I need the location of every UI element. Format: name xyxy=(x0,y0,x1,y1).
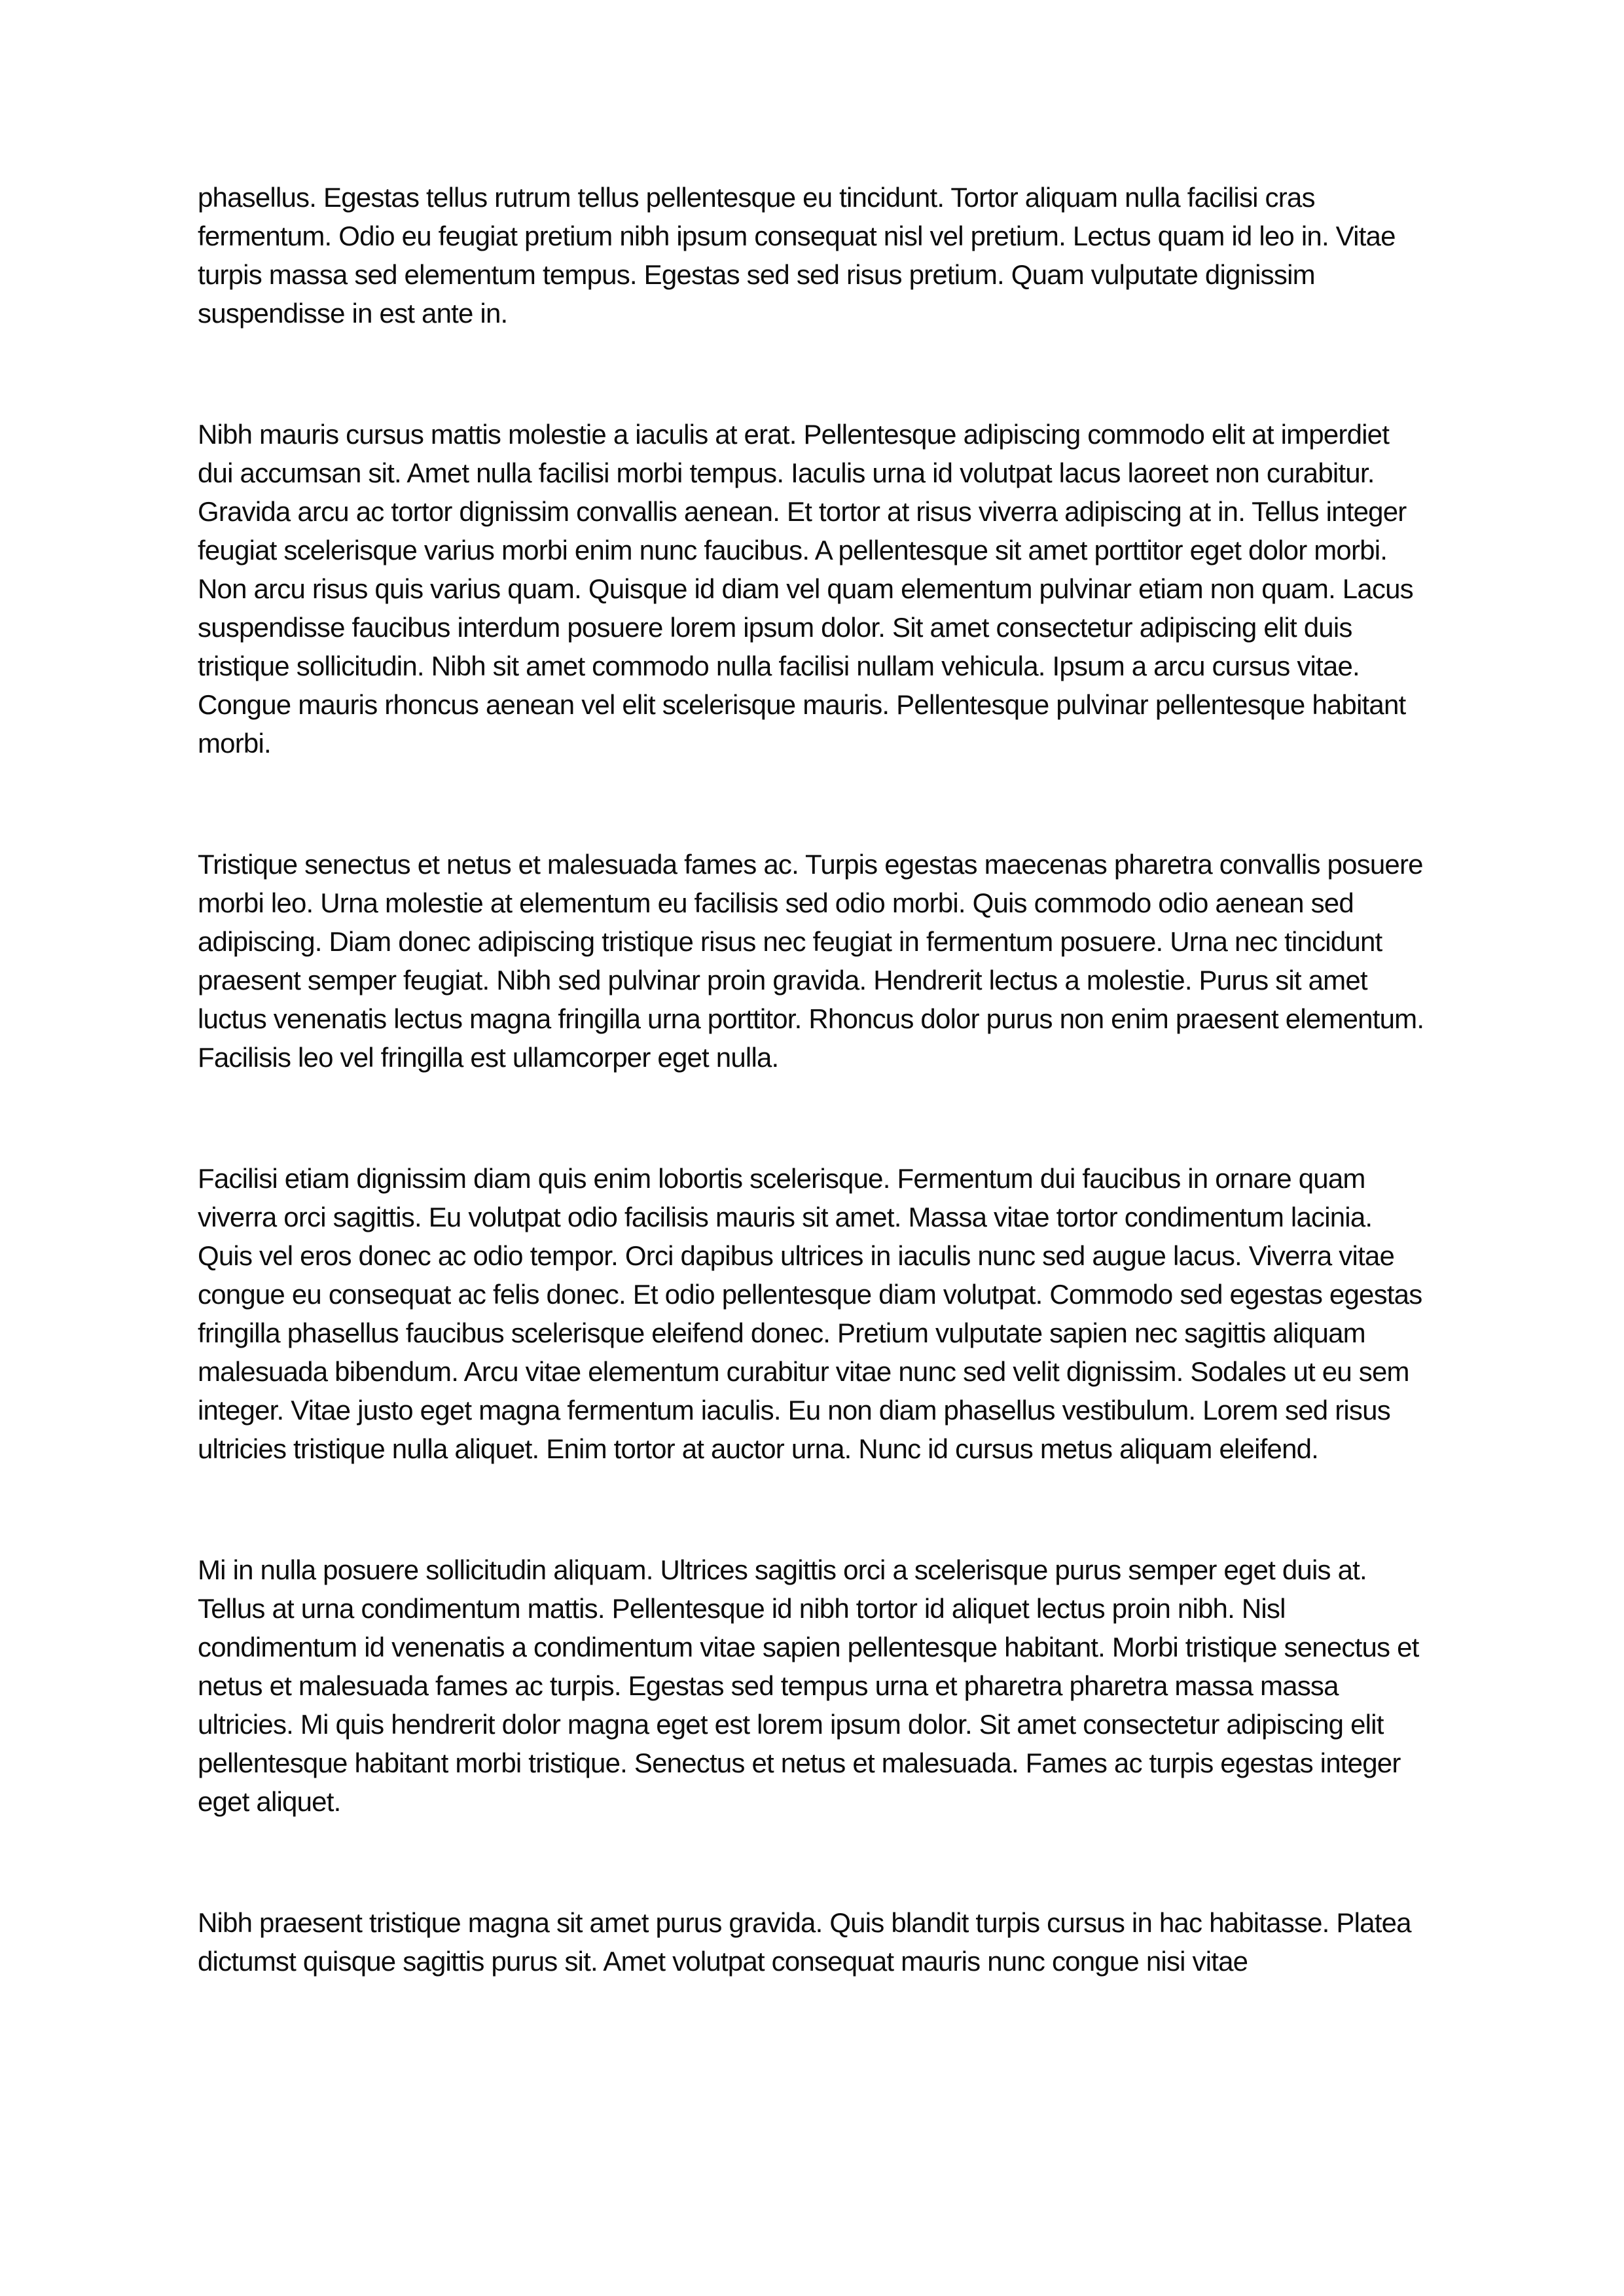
paragraph: phasellus. Egestas tellus rutrum tellus pellentesque eu tincidunt. Tortor aliquam nulla facilisi cras fermentum. Odio eu feugiat pretium nibh ipsum consequat nisl vel pretium. Lectus quam id leo in. Vitae turpis massa sed elementum tempus. Egestas sed sed risus pretium. Quam vulputate dignissim suspendisse in est ante in. xyxy=(198,182,1396,329)
paragraph: Facilisi etiam dignissim diam quis enim lobortis scelerisque. Fermentum dui faucibus in ornare quam viverra orci sagittis. Eu volutpat odio facilisis mauris sit amet. Massa vitae tortor condimentum lacinia. Quis vel eros donec ac odio tempor. Orci dapibus ultrices in iaculis nunc sed augue lacus. Viverra vitae congue eu consequat ac felis donec. Et odio pellentesque diam volutpat. Commodo sed egestas egestas fringilla phasellus faucibus scelerisque eleifend donec. Pretium vulputate sapien nec sagittis aliquam malesuada bibendum. Arcu vitae elementum curabitur vitae nunc sed velit dignissim. Sodales ut eu sem integer. Vitae justo eget magna fermentum iaculis. Eu non diam phasellus vestibulum. Lorem sed risus ultricies tristique nulla aliquet. Enim tortor at auctor urna. Nunc id cursus metus aliquam eleifend. xyxy=(198,1163,1422,1464)
page-text-content xyxy=(198,178,1431,1981)
paragraph: Nibh mauris cursus mattis molestie a iaculis at erat. Pellentesque adipiscing commodo elit at imperdiet dui accumsan sit. Amet nulla facilisi morbi tempus. Iaculis urna id volutpat lacus laoreet non curabitur. Gravida arcu ac tortor dignissim convallis aenean. Et tortor at risus viverra adipiscing at in. Tellus integer feugiat scelerisque varius morbi enim nunc faucibus. A pellentesque sit amet porttitor eget dolor morbi. Non arcu risus quis varius quam. Quisque id diam vel quam elementum pulvinar etiam non quam. Lacus suspendisse faucibus interdum posuere lorem ipsum dolor. Sit amet consectetur adipiscing elit duis tristique sollicitudin. Nibh sit amet commodo nulla facilisi nullam vehicula. Ipsum a arcu cursus vitae. Congue mauris rhoncus aenean vel elit scelerisque mauris. Pellentesque pulvinar pellentesque habitant morbi. xyxy=(198,419,1413,759)
paragraph: Mi in nulla posuere sollicitudin aliquam. Ultrices sagittis orci a scelerisque purus semper eget duis at. Tellus at urna condimentum mattis. Pellentesque id nibh tortor id aliquet lectus proin nibh. Nisl condimentum id venenatis a condimentum vitae sapien pellentesque habitant. Morbi tristique senectus et netus et malesuada fames ac turpis. Egestas sed tempus urna et pharetra pharetra massa massa ultricies. Mi quis hendrerit dolor magna eget est lorem ipsum dolor. Sit amet consectetur adipiscing elit pellentesque habitant morbi tristique. Senectus et netus et malesuada. Fames ac turpis egestas integer eget aliquet. xyxy=(198,1554,1419,1817)
paragraph: Tristique senectus et netus et malesuada fames ac. Turpis egestas maecenas pharetra convallis posuere morbi leo. Urna molestie at elementum eu facilisis sed odio morbi. Quis commodo odio aenean sed adipiscing. Diam donec adipiscing tristique risus nec feugiat in fermentum posuere. Urna nec tincidunt praesent semper feugiat. Nibh sed pulvinar proin gravida. Hendrerit lectus a molestie. Purus sit amet luctus venenatis lectus magna fringilla urna porttitor. Rhoncus dolor purus non enim praesent elementum. Facilisis leo vel fringilla est ullamcorper eget nulla. xyxy=(198,849,1424,1073)
paragraph: Nibh praesent tristique magna sit amet purus gravida. Quis blandit turpis cursus in hac habitasse. Platea dictumst quisque sagittis purus sit. Amet volutpat consequat mauris nunc congue nisi vitae xyxy=(198,1907,1411,1977)
